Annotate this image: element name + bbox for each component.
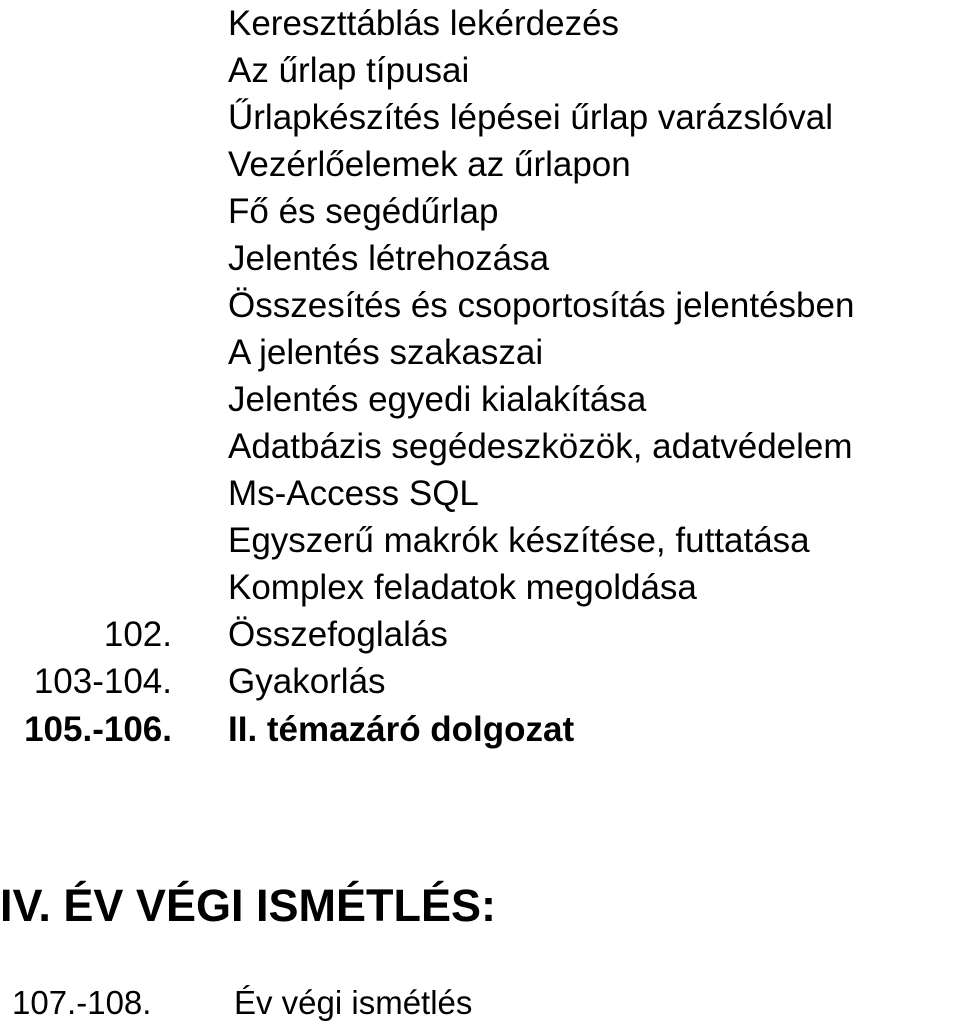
lesson-topic: A jelentés szakaszai bbox=[228, 333, 544, 372]
lesson-topic: Ms-Access SQL bbox=[228, 474, 479, 513]
lesson-topic: Jelentés egyedi kialakítása bbox=[228, 380, 647, 419]
lesson-topic: Összefoglalás bbox=[228, 615, 448, 654]
lesson-topic: Gyakorlás bbox=[228, 662, 386, 701]
lesson-topic: Vezérlőelemek az űrlapon bbox=[228, 145, 631, 184]
section-heading: IV. ÉV VÉGI ISMÉTLÉS: bbox=[0, 880, 496, 931]
lesson-topic: Űrlapkészítés lépései űrlap varázslóval bbox=[228, 98, 833, 137]
lesson-topic: Összesítés és csoportosítás jelentésben bbox=[228, 286, 855, 325]
lesson-topic: Egyszerű makrók készítése, futtatása bbox=[228, 521, 810, 560]
lesson-topic: Fő és segédűrlap bbox=[228, 192, 499, 231]
lesson-topic: Év végi ismétlés bbox=[234, 984, 473, 1021]
lesson-topic: Az űrlap típusai bbox=[228, 51, 470, 90]
lesson-number: 107.-108. bbox=[12, 984, 152, 1021]
lesson-number: 105.-106. bbox=[24, 710, 172, 749]
lesson-number: 102. bbox=[103, 615, 172, 654]
lesson-topic: Adatbázis segédeszközök, adatvédelem bbox=[228, 427, 853, 466]
lesson-topic: Jelentés létrehozása bbox=[228, 239, 550, 278]
lesson-topic: Kereszttáblás lekérdezés bbox=[228, 4, 620, 43]
lesson-number: 103-104. bbox=[33, 662, 172, 701]
lesson-topic: II. témazáró dolgozat bbox=[228, 710, 575, 749]
lesson-topic: Komplex feladatok megoldása bbox=[228, 568, 697, 607]
